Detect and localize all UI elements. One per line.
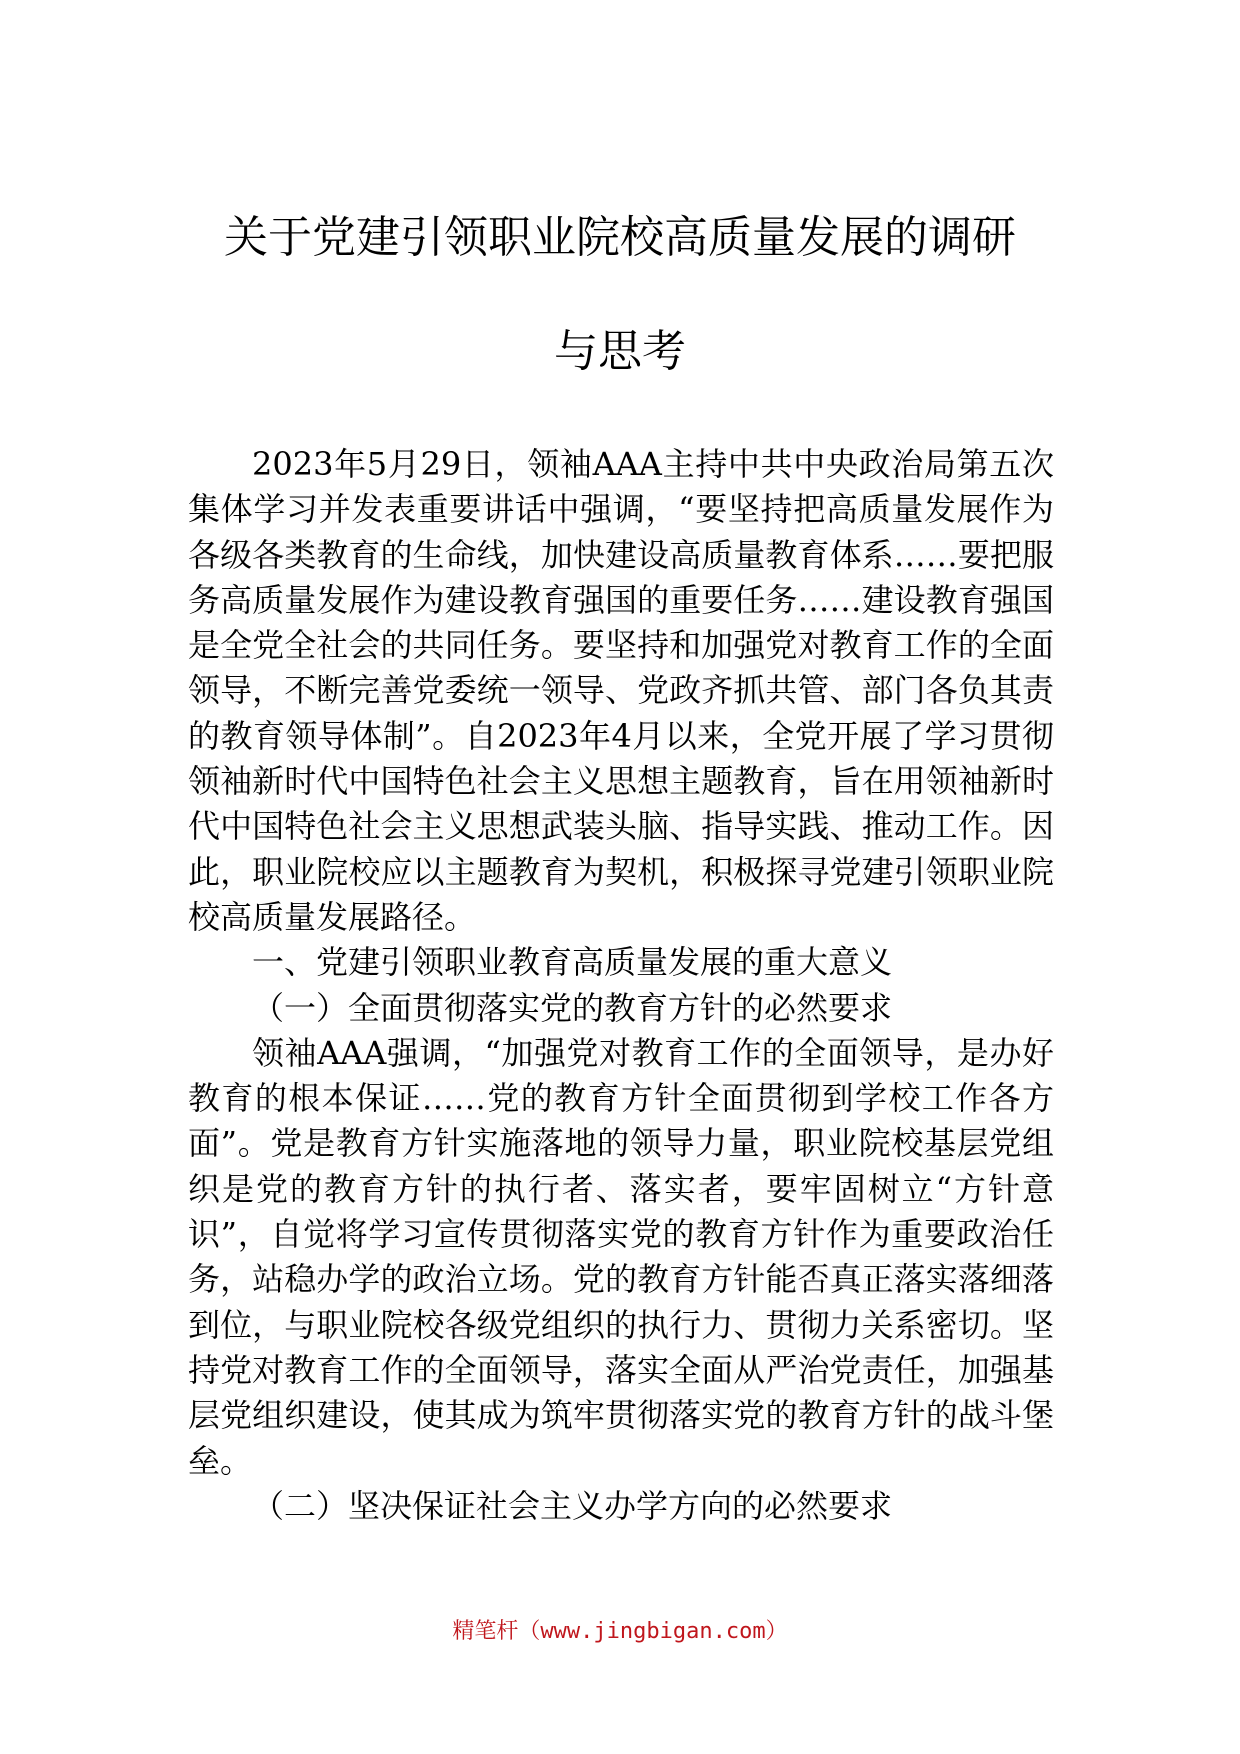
document-title-line1: 关于党建引领职业院校高质量发展的调研 — [224, 212, 1016, 263]
intro-paragraph: 2023年5月29日，领袖AAA主持中共中央政治局第五次集体学习并发表重要讲话中强调，“要坚持把高质量发展作为各级各类教育的生命线，加快建设高质量教育体系……要把服务高质量发展作为建设教育强国的重要任务……建设教育强国是全党全社会的共同任务。要坚持和加强党对教育工作的全面领导，不断完善党委统一领导、党政齐抓共管、部门各负其责的教育领导体制”。自2023年4月以来，全党开展了学习贯彻领袖新时代中国特色社会主义思想主题教育，旨在用领袖新时代中国特色社会主义思想武装头脑、指导实践、推动工作。因此，职业院校应以主题教育为契机，积极探寻党建引领职业院校高质量发展路径。 — [188, 445, 1054, 936]
footer-watermark: 精笔杆（www.jingbigan.com） — [452, 1619, 788, 1644]
body-paragraph: 领袖AAA强调，“加强党对教育工作的全面领导，是办好教育的根本保证……党的教育方针全面贯彻到学校工作各方面”。党是教育方针实施落地的领导力量，职业院校基层党组织是党的教育方针的执行者、落实者，要牢固树立“方针意识”，自觉将学习宣传贯彻落实党的教育方针作为重要政治任务，站稳办学的政治立场。党的教育方针能否真正落实落细落到位，与职业院校各级党组织的执行力、贯彻力关系密切。坚持党对教育工作的全面领导，落实全面从严治党责任，加强基层党组织建设，使其成为筑牢贯彻落实党的教育方针的战斗堡垒。 — [188, 1033, 1054, 1480]
document-body — [188, 442, 1054, 1529]
subsection-heading-1: （一）全面贯彻落实党的教育方针的必然要求 — [252, 988, 893, 1027]
section-heading-1: 一、党建引领职业教育高质量发展的重大意义 — [252, 943, 893, 982]
subsection-heading-2: （二）坚决保证社会主义办学方向的必然要求 — [252, 1486, 893, 1525]
document-title-line2: 与思考 — [554, 326, 686, 377]
